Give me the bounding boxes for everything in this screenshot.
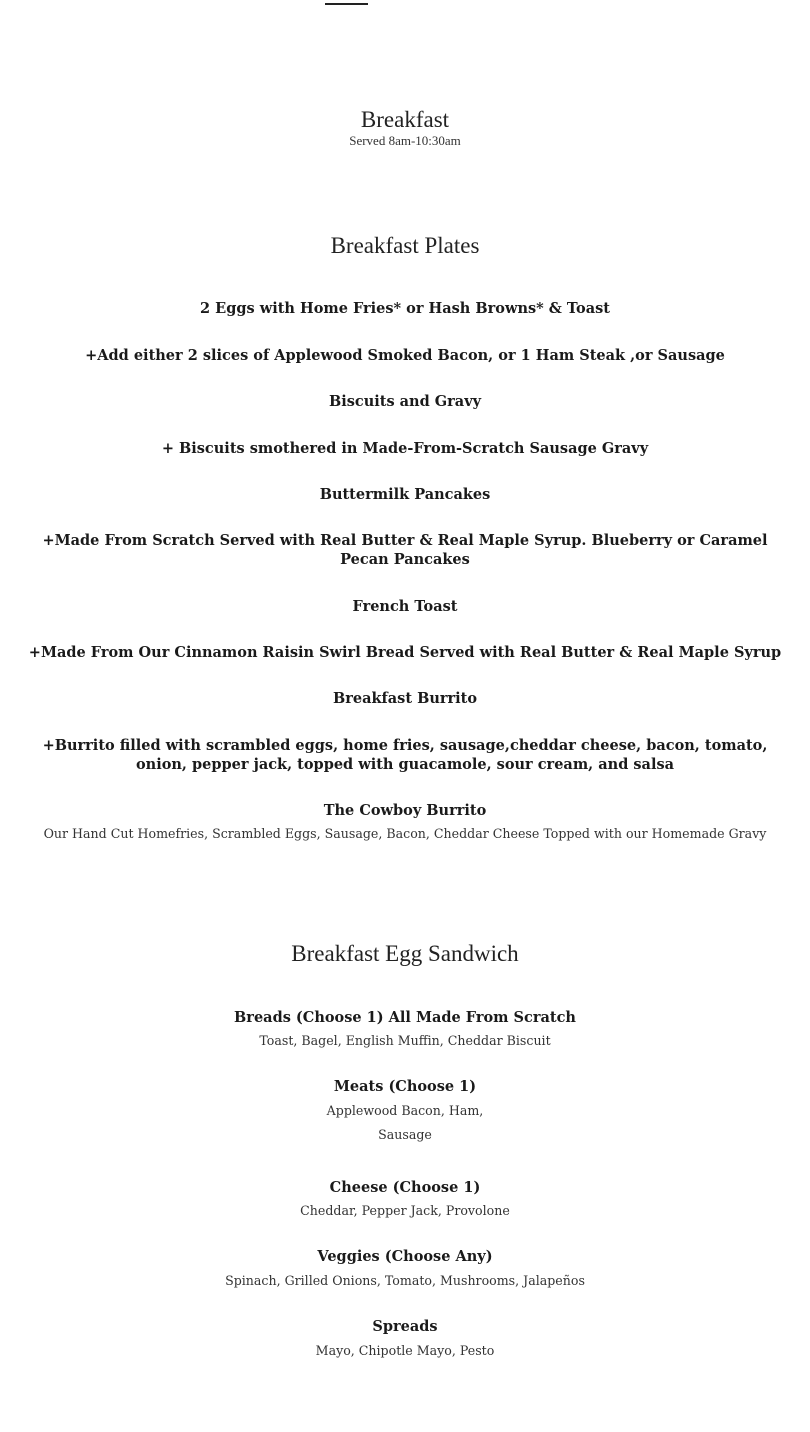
top-nav-underline: [325, 3, 368, 5]
item-eggs-addon: +Add either 2 slices of Applewood Smoked Bacon, or 1 Ham Steak ,or Sausage: [85, 347, 725, 364]
meats-heading: Meats (Choose 1): [333, 1078, 477, 1095]
breads-options: Toast, Bagel, English Muffin, Cheddar Biscuit: [259, 1033, 551, 1048]
section-title-breakfast-plates: Breakfast Plates: [330, 233, 480, 258]
item-cowboy-burrito: The Cowboy Burrito: [323, 802, 487, 819]
veggies-heading: Veggies (Choose Any): [317, 1248, 493, 1265]
menu-subtitle: Served 8am-10:30am: [349, 133, 461, 148]
item-breakfast-burrito: Breakfast Burrito: [332, 690, 478, 707]
cheese-options: Cheddar, Pepper Jack, Provolone: [300, 1203, 510, 1218]
item-buttermilk-pancakes: Buttermilk Pancakes: [319, 486, 491, 503]
item-french-toast: French Toast: [352, 598, 458, 615]
item-biscuits-gravy-desc: + Biscuits smothered in Made-From-Scratch Sausage Gravy: [161, 440, 649, 457]
meats-options-line1: Applewood Bacon, Ham,: [326, 1103, 484, 1118]
item-cowboy-burrito-desc: Our Hand Cut Homefries, Scrambled Eggs, Sausage, Bacon, Cheddar Cheese Topped with our Homemade Gravy: [43, 826, 767, 841]
item-pancakes-desc: +Made From Scratch Served with Real Butter & Real Maple Syrup. Blueberry or Caramel Pecan Pancakes: [42, 532, 768, 568]
breads-heading: Breads (Choose 1) All Made From Scratch: [234, 1009, 576, 1026]
menu-title: Breakfast: [360, 107, 450, 132]
item-burrito-desc: +Burrito filled with scrambled eggs, home fries, sausage,cheddar cheese, bacon, tomato, onion, pepper jack, topped with guacamole, sour cream, and salsa: [42, 737, 768, 773]
spreads-heading: Spreads: [372, 1318, 438, 1335]
item-biscuits-gravy: Biscuits and Gravy: [328, 393, 482, 410]
item-french-toast-desc: +Made From Our Cinnamon Raisin Swirl Bread Served with Real Butter & Real Maple Syrup: [28, 644, 782, 661]
item-eggs-home-fries: 2 Eggs with Home Fries* or Hash Browns* & Toast: [200, 300, 610, 317]
spreads-options: Mayo, Chipotle Mayo, Pesto: [315, 1343, 495, 1358]
section-title-egg-sandwich: Breakfast Egg Sandwich: [291, 941, 519, 966]
cheese-heading: Cheese (Choose 1): [329, 1179, 481, 1196]
veggies-options: Spinach, Grilled Onions, Tomato, Mushrooms, Jalapeños: [225, 1273, 585, 1288]
meats-options-line2: Sausage: [378, 1127, 432, 1142]
